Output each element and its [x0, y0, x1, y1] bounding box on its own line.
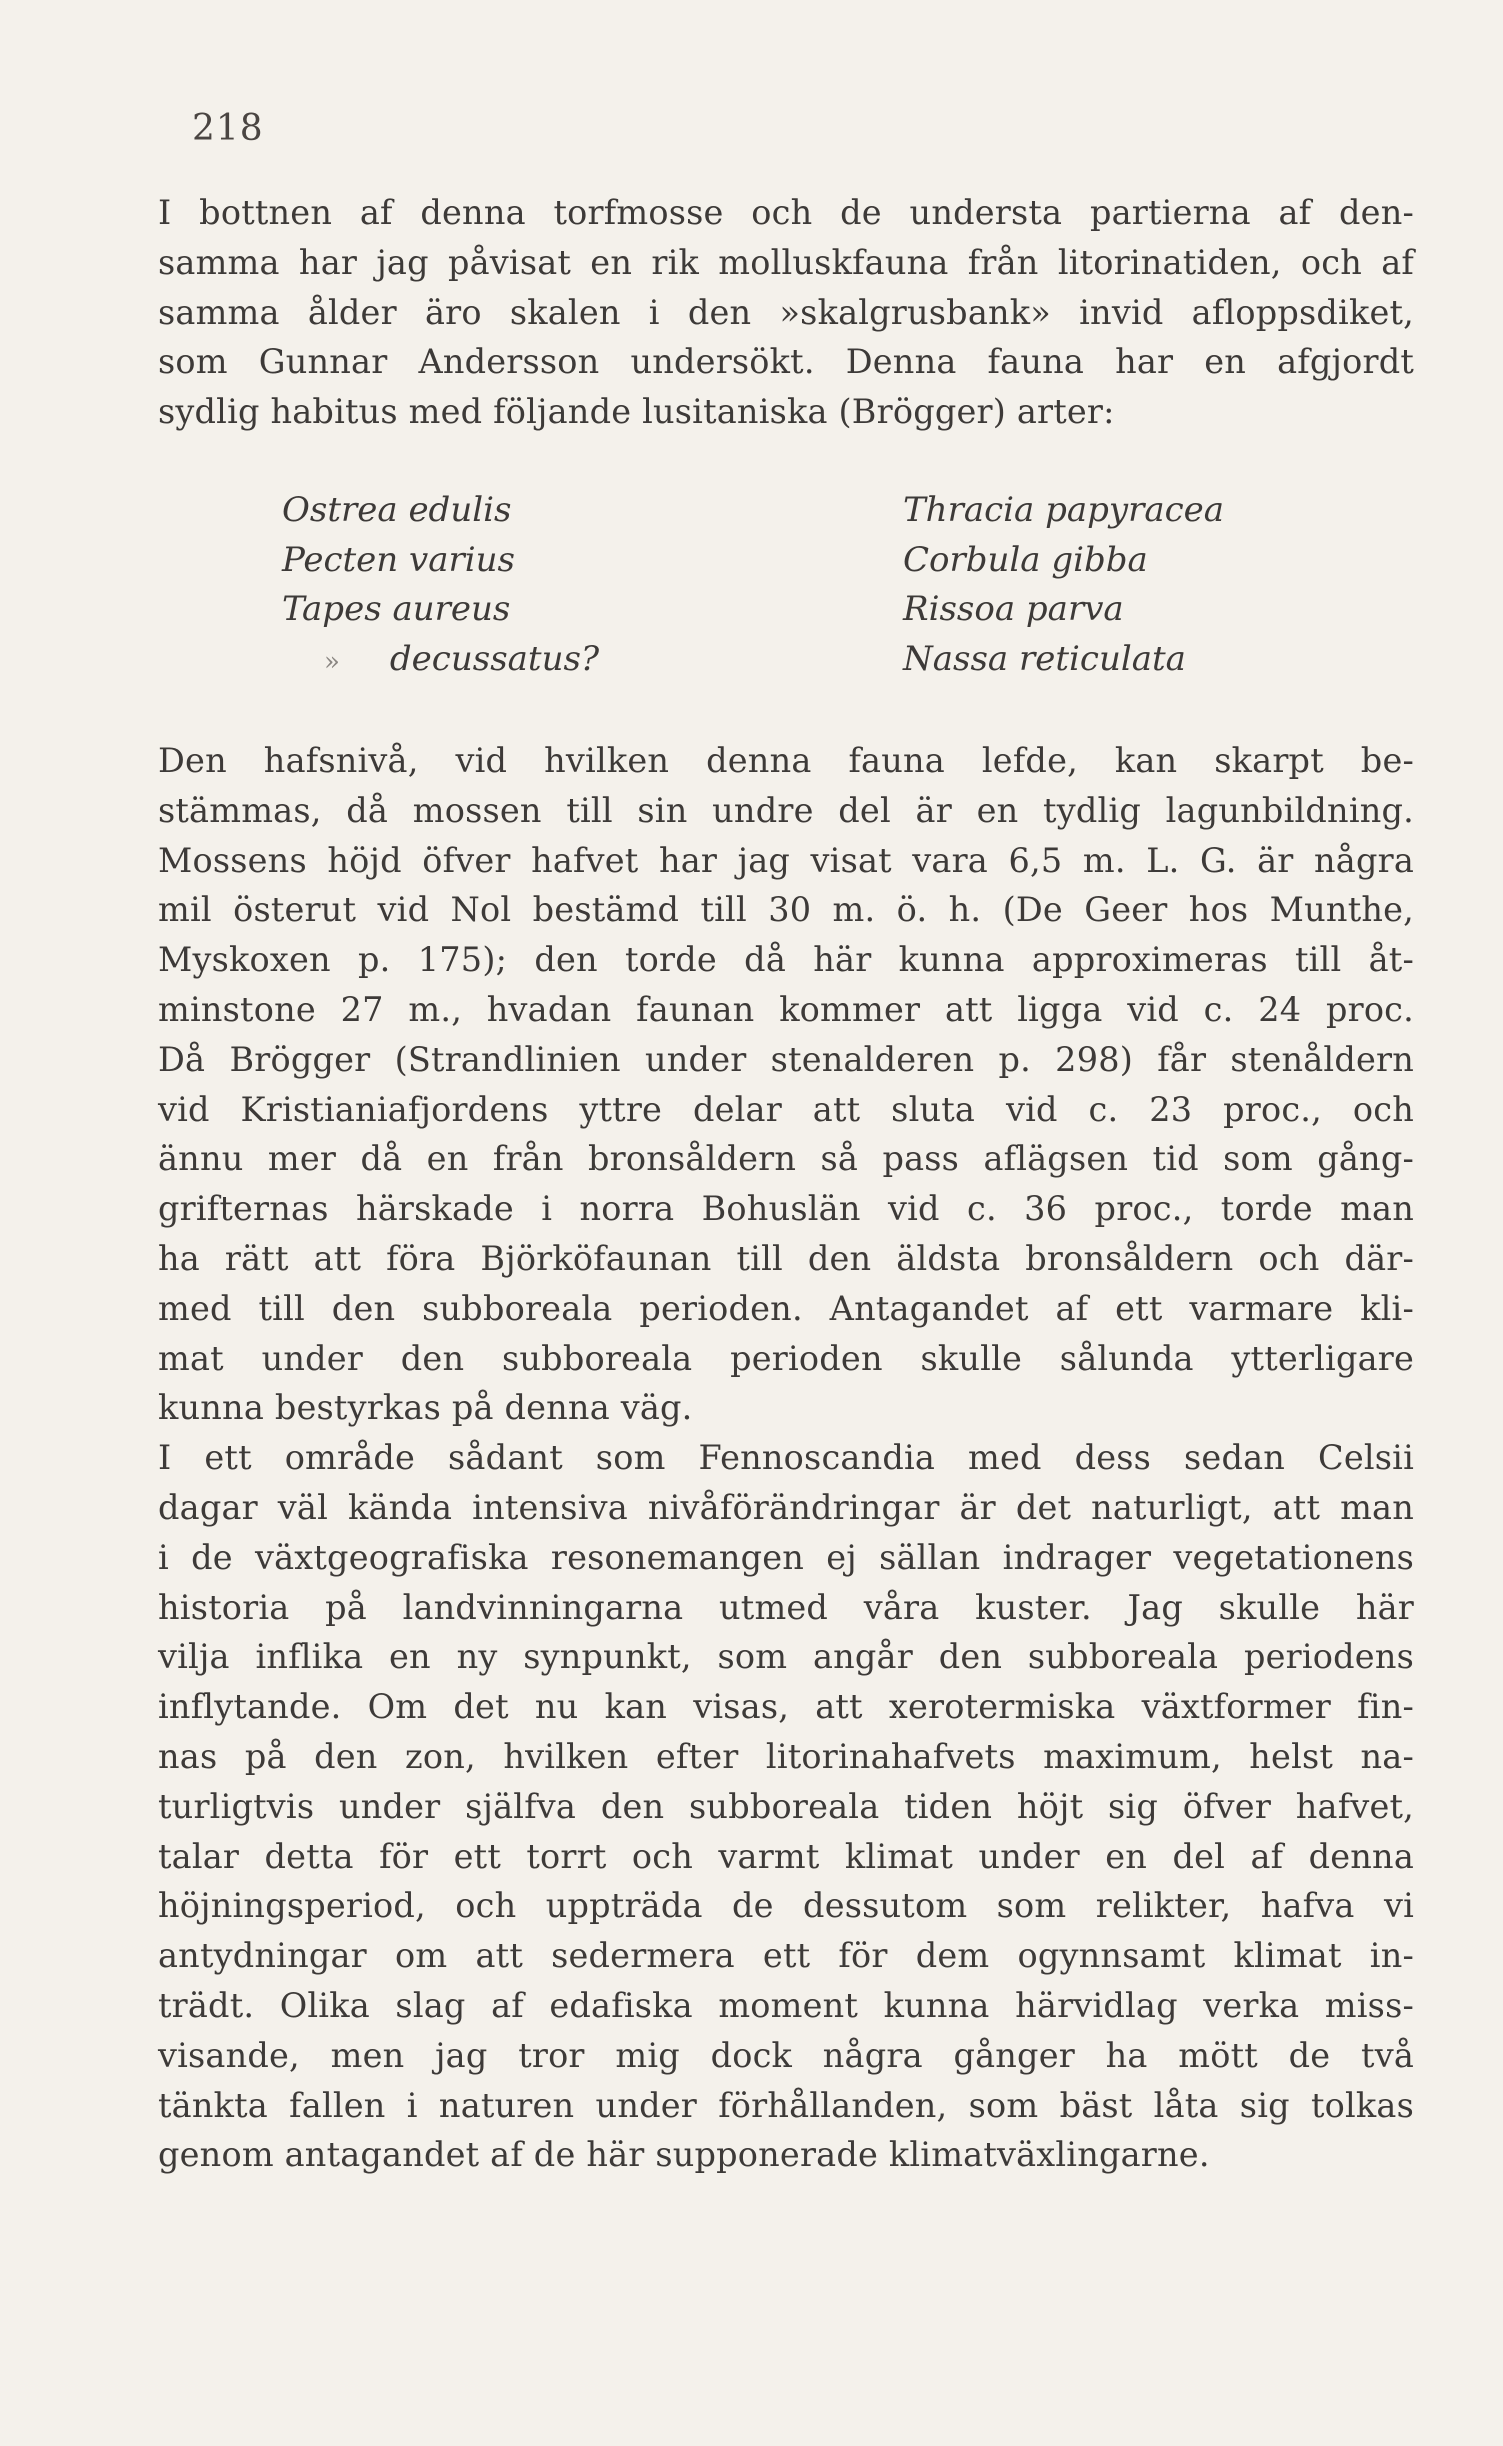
text-line: Mossens höjd öfver hafvet har jag visat vara 6,5 m. L. G. är några [158, 840, 1414, 880]
text-line: dagar väl kända intensiva nivåförändringar är det naturligt, att man [158, 1487, 1414, 1527]
text-line: genom antagandet af de här supponerade klimatväxlingarne. [158, 2135, 1210, 2175]
text-line: samma ålder äro skalen i den »skalgrusbank» invid afloppsdiket, [158, 292, 1414, 332]
text-line: turligtvis under själfva den subboreala tiden höjt sig öfver hafvet, [158, 1786, 1414, 1826]
text-line: grifternas härskade i norra Bohuslän vid c. 36 proc., torde man [158, 1189, 1414, 1229]
text-line: ha rätt att föra Björköfaunan till den äldsta bronsåldern och där- [158, 1238, 1414, 1278]
page-number: 218 [192, 108, 264, 149]
text-line: sydlig habitus med följande lusitaniska (Brögger) arter: [158, 392, 1115, 432]
text-line: Den hafsnivå, vid hvilken denna fauna lefde, kan skarpt be- [158, 741, 1414, 780]
species-name-ditto [282, 635, 599, 688]
text-line: Myskoxen p. 175); den torde då här kunna approximeras till åt- [158, 940, 1414, 980]
species-name: Rissoa parva [903, 589, 1124, 629]
text-line: I ett område sådant som Fennoscandia med dess sedan Celsii [158, 1438, 1414, 1478]
text-line: med till den subboreala perioden. Antagandet af ett varmare kli- [158, 1288, 1414, 1328]
species-name: Pecten varius [282, 539, 515, 580]
text-line: ännu mer då en från bronsåldern så pass aflägsen tid som gång- [158, 1139, 1414, 1179]
text-line: Då Brögger (Strandlinien under stenalderen p. 298) får stenåldern [158, 1039, 1414, 1079]
species-column-right [903, 486, 1224, 684]
text-line: historia på landvinningarna utmed våra kuster. Jag skulle här [158, 1587, 1414, 1627]
text-line: visande, men jag tror mig dock några gånger ha mött de två [158, 2035, 1414, 2075]
paragraph-main [158, 736, 1414, 2180]
text-line: i de växtgeografiska resonemangen ej sällan indrager vegetationens [158, 1537, 1414, 1577]
paragraph-intro [158, 188, 1414, 437]
text-line: samma har jag påvisat en rik molluskfauna från litorinatiden, och af [158, 242, 1414, 282]
text-line: mat under den subboreala perioden skulle sålunda ytterligare [158, 1338, 1414, 1378]
text-line: tänkta fallen i naturen under förhållanden, som bäst låta sig tolkas [158, 2085, 1414, 2125]
text-line: I bottnen af denna torfmosse och de understa partierna af den- [158, 193, 1414, 232]
species-name: Corbula gibba [903, 539, 1148, 580]
text-line: minstone 27 m., hvadan faunan kommer att ligga vid c. 24 proc. [158, 989, 1414, 1029]
species-name: Thracia papyracea [903, 490, 1225, 530]
text-line: antydningar om att sedermera ett för dem ogynnsamt klimat in- [158, 1936, 1414, 1976]
text-line: nas på den zon, hvilken efter litorinahafvets maximum, helst na- [158, 1736, 1414, 1776]
species-name: decussatus? [389, 638, 600, 679]
species-name: Ostrea edulis [282, 490, 512, 530]
species-name: Nassa reticulata [903, 638, 1186, 679]
species-name: Tapes aureus [282, 589, 511, 629]
text-line: som Gunnar Andersson undersökt. Denna fauna har en afgjordt [158, 342, 1414, 382]
text-line: kunna bestyrkas på denna väg. [158, 1388, 693, 1428]
text-line: trädt. Olika slag af edafiska moment kunna härvidlag verka miss- [158, 1985, 1414, 2025]
text-line: höjningsperiod, och uppträda de dessutom som relikter, hafva vi [158, 1886, 1414, 1926]
text-line: mil österut vid Nol bestämd till 30 m. ö. h. (De Geer hos Munthe, [158, 890, 1414, 930]
text-line: vid Kristianiafjordens yttre delar att sluta vid c. 23 proc., och [158, 1089, 1414, 1129]
text-line: talar detta för ett torrt och varmt klimat under en del af denna [158, 1836, 1414, 1876]
text-line: vilja inflika en ny synpunkt, som angår den subboreala periodens [158, 1637, 1414, 1677]
text-line: inflytande. Om det nu kan visas, att xerotermiska växtformer fin- [158, 1687, 1414, 1727]
text-line: stämmas, då mossen till sin undre del är en tydlig lagunbildning. [158, 790, 1414, 830]
ditto-mark: » [324, 646, 340, 677]
species-column-left [282, 486, 599, 687]
